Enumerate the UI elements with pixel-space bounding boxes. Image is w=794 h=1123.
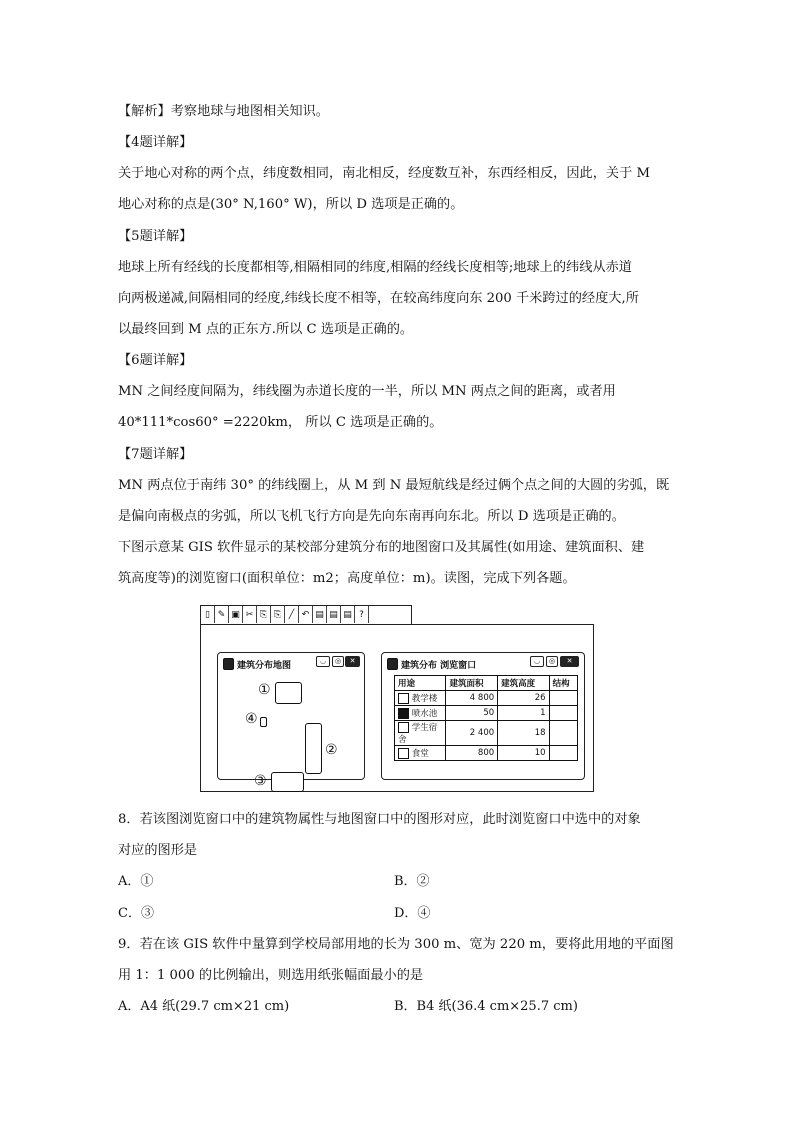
layer-icon[interactable]: ▤ [327, 606, 341, 623]
restore-icon[interactable]: ◎ [332, 656, 344, 667]
column-header: 建筑面积 [446, 676, 498, 691]
building-shape-2[interactable] [305, 723, 322, 774]
table-row[interactable] [395, 691, 578, 706]
row-select-checkbox[interactable] [398, 748, 409, 759]
q9-option-a[interactable]: A．A4 纸(29.7 cm×21 cm) [118, 999, 290, 1014]
map-window-icon [223, 658, 234, 670]
row-height-cell: 10 [498, 746, 549, 761]
copy-icon[interactable]: ⎘ [257, 606, 271, 623]
table-row[interactable] [395, 721, 578, 746]
q7-heading: 【7题详解】 [118, 447, 193, 462]
q9-option-b[interactable]: B．B4 纸(36.4 cm×25.7 cm) [394, 999, 578, 1014]
q7-text-line: 是偏向南极点的劣弧，所以飞机飞行方向是先向东南再向东北。所以 D 选项是正确的。 [118, 509, 625, 524]
row-area-cell: 2 400 [446, 721, 498, 746]
row-height-cell: 18 [498, 721, 549, 746]
building-shape-4[interactable] [260, 717, 267, 727]
figure-intro-line: 下图示意某 GIS 软件显示的某校部分建筑分布的地图窗口及其属性(如用途、建筑面积、建 [118, 540, 645, 555]
analysis-heading: 【解析】考察地球与地图相关知识。 [118, 104, 329, 119]
q8-option-c[interactable]: C．③ [118, 906, 154, 921]
q4-heading: 【4题详解】 [118, 135, 193, 150]
q7-text-line: MN 两点位于南纬 30° 的纬线圈上，从 M 到 N 最短航线是经过俩个点之间的大圆的劣弧，既 [118, 478, 670, 493]
save-icon[interactable]: ▣ [229, 606, 243, 623]
table-header-row [395, 676, 578, 691]
row-height-cell: 26 [498, 691, 549, 706]
row-use-cell [395, 691, 446, 706]
q5-text-line: 向两极递减,间隔相同的经度,纬线长度不相等，在较高纬度向东 200 千米跨过的经度大,所 [118, 291, 639, 306]
close-icon[interactable]: ✕ [560, 656, 579, 667]
row-use-cell [395, 721, 446, 746]
q6-heading: 【6题详解】 [118, 353, 193, 368]
q8-stem-line: 对应的图形是 [118, 843, 198, 858]
map-window [217, 652, 365, 789]
q9-stem-line: 9．若在该 GIS 软件中量算到学校局部用地的长为 300 m、宽为 220 m，要将此用地的平面图 [118, 937, 674, 952]
q6-text-line: 40*111*cos60° =2220km， 所以 C 选项是正确的。 [118, 415, 443, 430]
browse-window-title: 建筑分布 浏览窗口 [401, 661, 477, 671]
cut-icon[interactable]: ✂ [243, 606, 257, 623]
layer-icon[interactable]: ↶ [299, 606, 313, 623]
row-structure-cell [549, 706, 577, 721]
row-use-label: 教学楼 [411, 694, 438, 704]
gis-toolbar [200, 605, 412, 624]
layer-icon[interactable]: ▤ [341, 606, 355, 623]
building-shape-1[interactable] [275, 682, 302, 704]
row-use-label: 喷水池 [411, 709, 438, 719]
row-select-checkbox[interactable] [398, 693, 409, 704]
row-use-label: 食堂 [411, 749, 429, 759]
row-use-label: 学生宿舍 [398, 723, 438, 745]
q5-heading: 【5题详解】 [118, 229, 193, 244]
paste-icon[interactable]: ⎘ [271, 606, 285, 623]
q8-option-d[interactable]: D．④ [394, 906, 431, 921]
q5-text-line: 以最终回到 M 点的正东方.所以 C 选项是正确的。 [118, 322, 414, 337]
q8-option-b[interactable]: B．② [394, 874, 430, 889]
shape-label-4: ④ [245, 711, 258, 727]
building-shape-3[interactable] [271, 772, 304, 792]
shape-label-1: ① [258, 682, 271, 698]
row-structure-cell [549, 721, 577, 746]
q5-text-line: 地球上所有经线的长度都相等,相隔相同的纬度,相隔的经线长度相等;地球上的纬线从赤道 [118, 260, 632, 275]
minimize-icon[interactable]: ◡ [530, 656, 544, 667]
row-structure-cell [549, 746, 577, 761]
help-icon[interactable]: ? [355, 606, 369, 623]
browse-window-icon [387, 658, 398, 670]
gis-workspace [200, 624, 594, 792]
row-structure-cell [549, 691, 577, 706]
attribute-table [394, 675, 578, 761]
close-icon[interactable]: ✕ [345, 656, 360, 667]
row-area-cell: 4 800 [446, 691, 498, 706]
q4-text-line: 关于地心对称的两个点，纬度数相同，南北相反，经度数互补，东西经相反，因此，关于 M [118, 166, 651, 181]
column-header: 建筑高度 [498, 676, 549, 691]
gis-figure [200, 605, 594, 791]
table-row[interactable] [395, 746, 578, 761]
row-select-checkbox[interactable] [398, 722, 409, 733]
row-use-cell [395, 706, 446, 721]
minimize-icon[interactable]: ◡ [316, 656, 330, 667]
layer-icon[interactable]: ▤ [313, 606, 327, 623]
q9-stem-line: 用 1：1 000 的比例输出，则选用纸张幅面最小的是 [118, 968, 424, 983]
open-icon[interactable]: ✎ [215, 606, 229, 623]
row-use-cell [395, 746, 446, 761]
q6-text-line: MN 之间经度间隔为，纬线圈为赤道长度的一半，所以 MN 两点之间的距离，或者用 [118, 384, 616, 399]
restore-icon[interactable]: ◎ [546, 656, 558, 667]
undo-icon[interactable]: ╱ [285, 606, 299, 623]
shape-label-2: ② [325, 742, 338, 758]
browse-window [381, 652, 585, 780]
row-select-checkbox[interactable] [398, 708, 409, 719]
map-window-title: 建筑分布地图 [237, 661, 292, 671]
file-icon[interactable]: ▯ [201, 606, 215, 623]
table-row[interactable] [395, 706, 578, 721]
figure-intro-line: 筑高度等)的浏览窗口(面积单位：m2；高度单位：m)。读图，完成下列各题。 [118, 571, 576, 586]
row-area-cell: 50 [446, 706, 498, 721]
row-height-cell: 1 [498, 706, 549, 721]
q4-text-line: 地心对称的点是(30° N,160° W)，所以 D 选项是正确的。 [118, 197, 464, 212]
q8-option-a[interactable]: A．① [118, 874, 154, 889]
column-header: 结构 [549, 676, 577, 691]
row-area-cell: 800 [446, 746, 498, 761]
column-header: 用途 [395, 676, 446, 691]
q8-stem-line: 8．若该图浏览窗口中的建筑物属性与地图窗口中的图形对应，此时浏览窗口中选中的对象 [118, 812, 641, 827]
shape-label-3: ③ [254, 773, 267, 789]
